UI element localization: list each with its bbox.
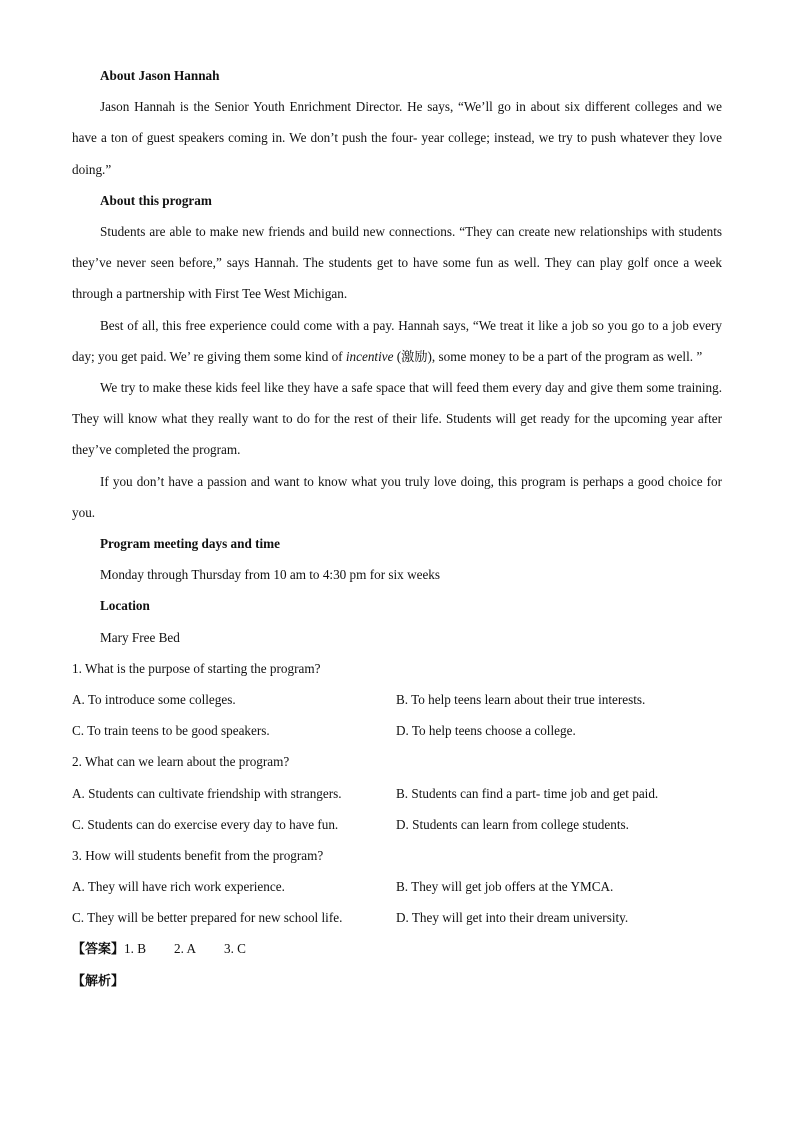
question-2-option-c: C. Students can do exercise every day to have fun. [72,816,339,832]
question-1-options-row-1 [72,684,722,715]
question-1-option-d: D. To help teens choose a college. [396,723,576,739]
paragraph-pay [72,310,722,372]
question-3-options-row-2 [72,902,722,933]
question-1-option-b: B. To help teens learn about their true interests. [396,691,646,707]
question-3-options-row-1 [72,871,722,902]
question-2-option-a: A. Students can cultivate friendship with strangers. [72,785,342,801]
document-page [72,60,722,996]
question-2-option-d: D. Students can learn from college students. [396,816,629,832]
answer-key [72,933,722,964]
question-1-stem: 1. What is the purpose of starting the program? [72,660,321,676]
analysis-heading [72,965,722,996]
incentive-word: incentive [345,348,394,364]
section-heading-location: Location [100,598,150,614]
question-2-option-b: B. Students can find a part- time job and get paid. [396,785,659,801]
answer-3: 3. C [223,941,246,957]
paragraph-passion: If you don’t have a passion and want to know what you truly love doing, this program is perhaps a good choice for you. [72,473,722,520]
question-2-stem: 2. What can we learn about the program? [72,754,290,770]
section-heading-about-jason: About Jason Hannah [100,68,220,83]
location-value: Mary Free Bed [100,629,180,645]
question-2-options-row-1 [72,778,722,809]
question-3-option-c: C. They will be better prepared for new school life. [72,910,343,926]
analysis-label: 【解析】 [72,973,125,989]
answer-label: 【答案】 [72,942,125,958]
answer-2: 2. A [174,941,196,957]
paragraph-new-friends: Students are able to make new friends and build new connections. “They can create new relationships with students they’ve never seen before,” says Hannah. The students get to have some fun as well. They can play golf once a week through a partnership with First Tee West Michigan. [72,223,722,302]
paragraph-pay-text-2: (激励), some money to be a part of the program as well. ” [393,348,703,364]
paragraph-safe-space: We try to make these kids feel like they have a safe space that will feed them every day and give them some training. They will know what they really want to do for the rest of their life. Students will get ready for the upcoming year after they’ve completed the program. [72,380,722,458]
section-heading-about-program: About this program [100,192,212,208]
paragraph-about-jason: Jason Hannah is the Senior Youth Enrichment Director. He says, “We’ll go in about six different colleges and we have a ton of guest speakers coming in. We don’t push the four- year college; instead, we try to push whatever they love doing.” [72,99,722,177]
question-2-options-row-2 [72,809,722,840]
section-heading-meeting: Program meeting days and time [100,536,280,552]
answer-1: 1. B [124,941,146,957]
question-3-option-a: A. They will have rich work experience. [72,879,285,895]
question-1-option-a: A. To introduce some colleges. [72,691,236,707]
question-3-stem: 3. How will students benefit from the program? [72,847,324,863]
question-1-option-c: C. To train teens to be good speakers. [72,723,270,739]
paragraph-pay-text-1: Best of all, this free experience could come with a pay. Hannah says, “We treat it like a job so you go to a job every day; you get paid. We’ re giving them some kind of [72,317,722,364]
question-3-option-b: B. They will get job offers at the YMCA. [396,879,614,895]
meeting-time: Monday through Thursday from 10 am to 4:30 pm for six weeks [100,567,441,583]
question-1-options-row-2 [72,715,722,746]
question-3-option-d: D. They will get into their dream university. [396,910,629,926]
